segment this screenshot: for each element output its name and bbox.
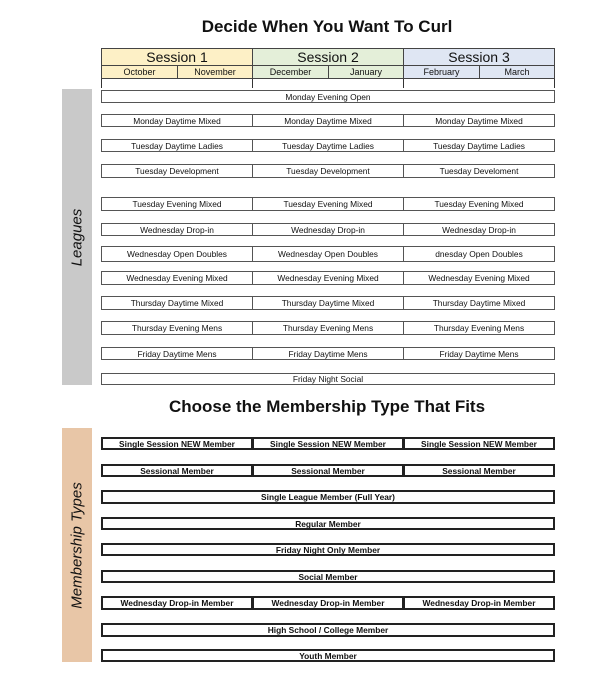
league-row-cell: Friday Daytime Mens [101, 347, 253, 360]
league-row-cell: Friday Daytime Mens [252, 347, 404, 360]
membership-row-cell: Sessional Member [252, 464, 404, 477]
league-row-cell: Tuesday Daytime Ladies [101, 139, 253, 152]
league-row-cell: Monday Daytime Mixed [101, 114, 253, 127]
page-title: Decide When You Want To Curl [201, 17, 453, 36]
league-row-cell: Wednesday Drop-in [403, 223, 555, 236]
league-row-cell: Wednesday Open Doubles [252, 246, 404, 262]
session-header-3: Session 3 [403, 48, 555, 66]
league-row-cell: Tuesday Daytime Ladies [252, 139, 404, 152]
league-row-cell: Thursday Daytime Mixed [252, 296, 404, 310]
membership-row-full: Social Member [101, 570, 555, 583]
league-row-cell: Wednesday Evening Mixed [403, 271, 555, 285]
league-row-cell: Wednesday Evening Mixed [101, 271, 253, 285]
league-row-cell: Monday Daytime Mixed [252, 114, 404, 127]
membership-row-full: Friday Night Only Member [101, 543, 555, 556]
leagues-label: Leagues [68, 208, 86, 266]
league-row-cell: Wednesday Open Doubles [101, 246, 253, 262]
membership-row-cell: Single Session NEW Member [403, 437, 555, 450]
section-title-membership: Choose the Membership Type That Fits [168, 397, 486, 416]
league-row-cell: Tuesday Daytime Ladies [403, 139, 555, 152]
league-row-cell: dnesday Open Doubles [403, 246, 555, 262]
month-december: December [252, 65, 329, 79]
column-divider [403, 79, 404, 88]
league-row-cell: Thursday Evening Mens [101, 321, 253, 335]
league-row-cell: Monday Daytime Mixed [403, 114, 555, 127]
league-row-cell: Friday Daytime Mens [403, 347, 555, 360]
league-row-cell: Tuesday Evening Mixed [252, 197, 404, 211]
leagues-sidebar [62, 89, 92, 385]
membership-types-sidebar [62, 428, 92, 662]
membership-row-full: Regular Member [101, 517, 555, 530]
membership-types-label: Membership Types [68, 481, 86, 609]
month-march: March [479, 65, 555, 79]
league-row-cell: Tuesday Evening Mixed [101, 197, 253, 211]
column-divider [554, 79, 555, 88]
membership-row-cell: Sessional Member [403, 464, 555, 477]
league-row-cell: Thursday Evening Mens [403, 321, 555, 335]
league-row-full: Monday Evening Open [101, 90, 555, 103]
league-row-cell: Thursday Daytime Mixed [403, 296, 555, 310]
membership-row-cell: Single Session NEW Member [252, 437, 404, 450]
league-row-cell: Wednesday Drop-in [252, 223, 404, 236]
month-february: February [403, 65, 480, 79]
league-row-cell: Thursday Evening Mens [252, 321, 404, 335]
column-divider [101, 79, 102, 88]
league-row-cell: Tuesday Development [252, 164, 404, 178]
membership-row-cell: Single Session NEW Member [101, 437, 253, 450]
month-january: January [328, 65, 404, 79]
league-row-cell: Tuesday Development [101, 164, 253, 178]
league-row-cell: Thursday Daytime Mixed [101, 296, 253, 310]
month-november: November [177, 65, 253, 79]
membership-row-cell: Sessional Member [101, 464, 253, 477]
league-row-cell: Wednesday Evening Mixed [252, 271, 404, 285]
league-row-cell: Tuesday Develoment [403, 164, 555, 178]
membership-row-cell: Wednesday Drop-in Member [252, 596, 404, 610]
membership-row-full: Single League Member (Full Year) [101, 490, 555, 504]
membership-row-cell: Wednesday Drop-in Member [101, 596, 253, 610]
session-header-1: Session 1 [101, 48, 253, 66]
membership-row-full: Youth Member [101, 649, 555, 662]
session-header-2: Session 2 [252, 48, 404, 66]
league-row-cell: Tuesday Evening Mixed [403, 197, 555, 211]
membership-row-full: High School / College Member [101, 623, 555, 637]
month-october: October [101, 65, 178, 79]
league-row-full: Friday Night Social [101, 373, 555, 385]
league-row-cell: Wednesday Drop-in [101, 223, 253, 236]
membership-row-cell: Wednesday Drop-in Member [403, 596, 555, 610]
column-divider [252, 79, 253, 88]
